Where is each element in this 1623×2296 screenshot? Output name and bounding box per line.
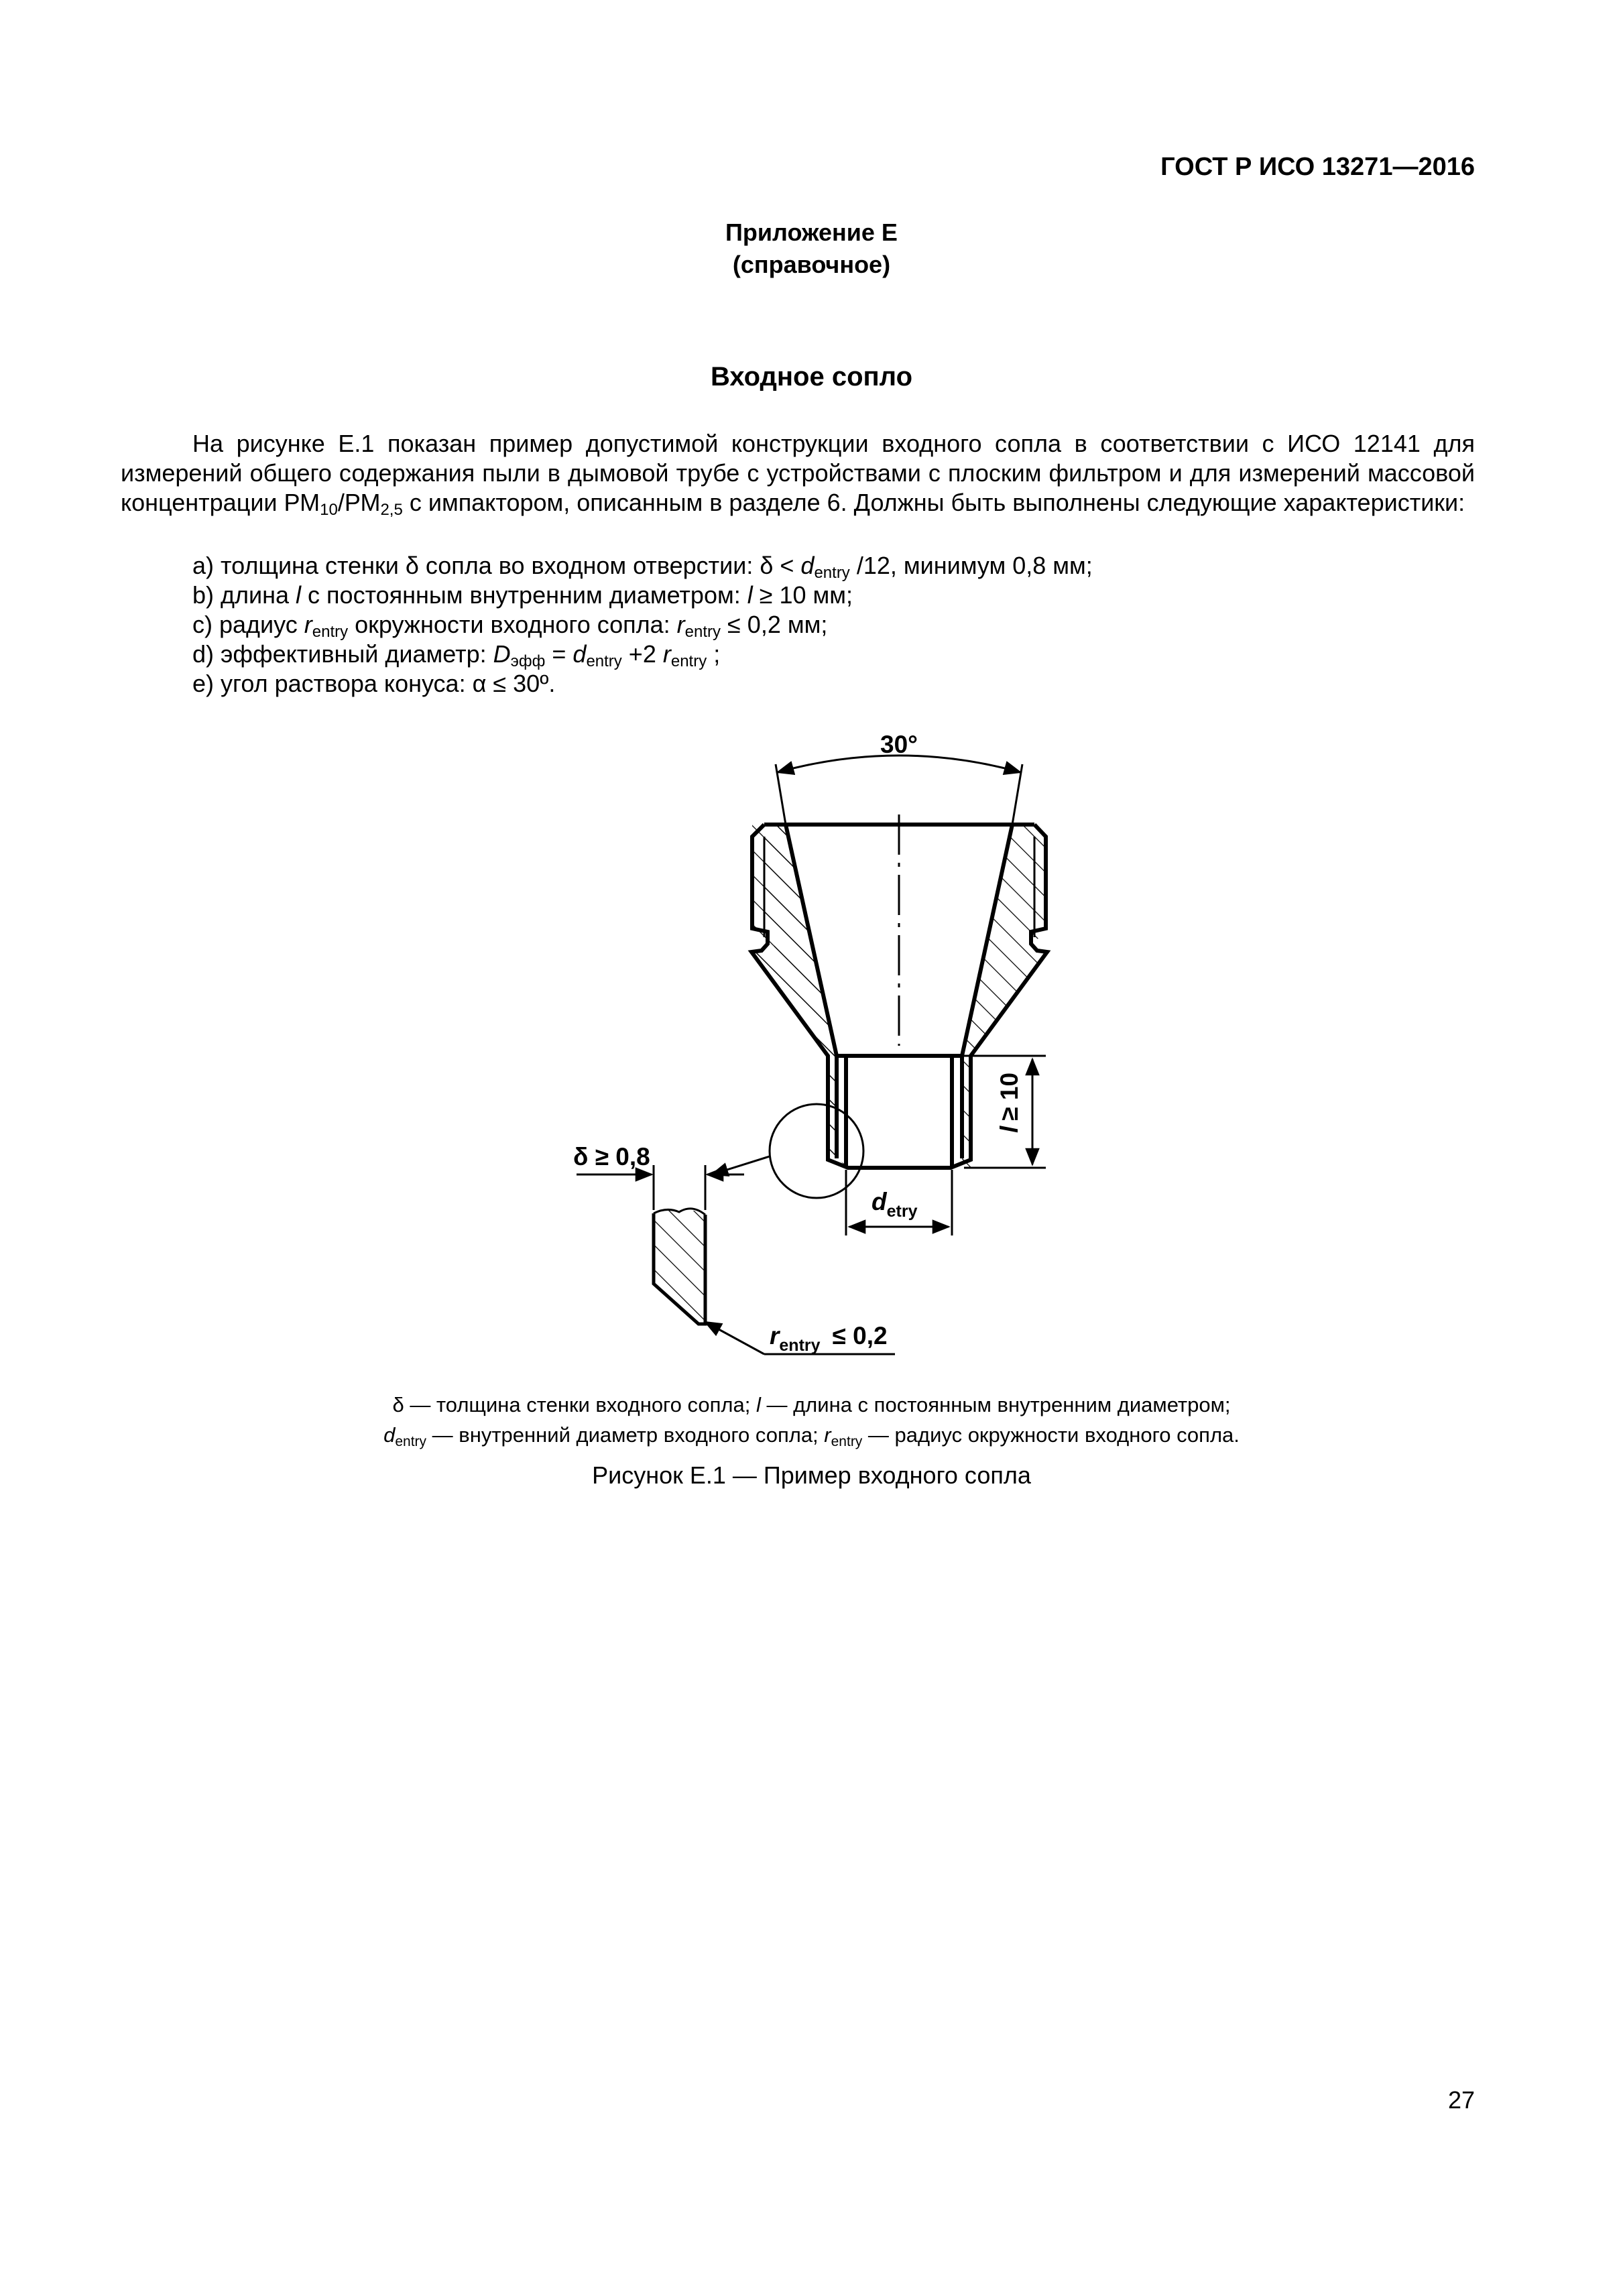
- detail-leader: [712, 1156, 770, 1174]
- req-a-text-2: /12, минимум 0,8 мм;: [849, 552, 1093, 579]
- req-a-sub: entry: [814, 564, 850, 582]
- legend-line-2: [0, 1420, 1623, 1451]
- appendix-type: (справочное): [732, 251, 891, 278]
- legend-1-var: l: [756, 1393, 761, 1416]
- req-d-sub-2: entry: [586, 652, 622, 670]
- intro-text-2: /РМ: [337, 489, 381, 516]
- intro-sub-1: 10: [320, 501, 338, 519]
- req-b-text-3: ≥ 10 мм;: [752, 581, 853, 609]
- document-header: ГОСТ Р ИСО 13271—2016: [1160, 153, 1475, 181]
- detail-circle: [770, 1104, 863, 1198]
- req-c-var: r: [304, 611, 312, 638]
- req-d-var: D: [493, 640, 511, 668]
- req-a-var: d: [800, 552, 815, 579]
- appendix-label: Приложение Е: [725, 219, 898, 246]
- req-c-var-2: r: [676, 611, 685, 638]
- req-d-var-2: d: [573, 640, 587, 668]
- req-b-text: b) длина: [192, 581, 296, 609]
- nozzle-left-hatch: [752, 825, 848, 1168]
- legend-1-text: δ — толщина стенки входного сопла;: [392, 1393, 756, 1416]
- req-c-text-2: окружности входного сопла:: [348, 611, 677, 638]
- legend-2-text-2: — радиус окружности входного сопла.: [862, 1423, 1240, 1447]
- req-d-text-4: ;: [707, 640, 721, 668]
- req-b-text-2: с постоянным внутренним диаметром:: [301, 581, 747, 609]
- legend-2-var-2: r: [824, 1423, 831, 1447]
- radius-label: $r_{entry} \le 0,2$: [770, 1322, 888, 1355]
- length-label: l≥ 10: [996, 1072, 1023, 1133]
- req-c-sub: entry: [312, 623, 349, 641]
- delta-label: δ ≥ 0,8: [573, 1143, 650, 1170]
- angle-label: 30°: [880, 731, 918, 758]
- req-b-var: l: [296, 581, 302, 609]
- intro-text-1: На рисунке Е.1 показан пример допустимой конструкции входного сопла в соответствии с ИСО 12141 для измерений общего содержания пыли в дымовой трубе с устройствами с плоским фильтром и для измерений массовой концентрации РМ: [121, 430, 1475, 516]
- req-b-var-2: l: [747, 581, 753, 609]
- diameter-label: $d_{etry}$: [871, 1188, 918, 1221]
- req-a-text: a) толщина стенки δ сопла во входном отверстии: δ <: [192, 552, 801, 579]
- legend-2-sub: entry: [395, 1434, 427, 1449]
- req-d-text: d) эффективный диаметр:: [192, 640, 493, 668]
- legend-2-var: d: [383, 1423, 396, 1447]
- req-d-sub-3: entry: [670, 652, 707, 670]
- req-d-text-3: +2: [621, 640, 663, 668]
- req-c-text-3: ≤ 0,2 мм;: [721, 611, 828, 638]
- legend-2-sub-2: entry: [831, 1434, 863, 1449]
- req-e-text: e) угол раствора конуса: α ≤ 30º.: [192, 670, 556, 697]
- angle-dimension: [776, 756, 1022, 825]
- req-d-text-2: =: [545, 640, 573, 668]
- legend-2-text: — внутренний диаметр входного сопла;: [426, 1423, 825, 1447]
- intro-sub-2: 2,5: [380, 501, 403, 519]
- req-d-var-3: r: [662, 640, 671, 668]
- legend-line-1: [0, 1390, 1623, 1421]
- page-number: 27: [1447, 2086, 1475, 2114]
- req-c-sub-2: entry: [684, 623, 721, 641]
- req-d-sub: эфф: [510, 652, 546, 670]
- legend-1-text-2: — длина с постоянным внутренним диаметром;: [760, 1393, 1231, 1416]
- figure-caption: Рисунок Е.1 — Пример входного сопла: [592, 1461, 1031, 1489]
- intro-text-3: с импактором, описанным в разделе 6. Должны быть выполнены следующие характеристики:: [402, 489, 1465, 516]
- section-title: Входное сопло: [710, 362, 912, 391]
- req-c-text: c) радиус: [192, 611, 304, 638]
